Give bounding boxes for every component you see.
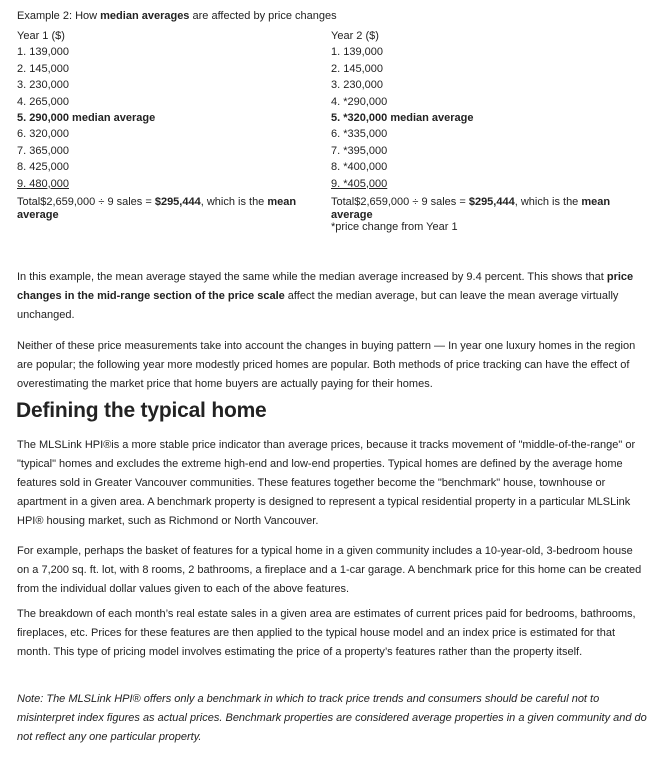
year2-row: 1. 139,000: [331, 46, 383, 59]
year2-total-value: $295,444: [468, 196, 515, 209]
year1-row-last: 9. 480,000: [17, 177, 69, 190]
year1-row: 7. 365,000: [17, 144, 69, 157]
year2-total-mid: , which is the: [514, 196, 582, 209]
year1-row: 3. 230,000: [17, 79, 69, 92]
year1-row: 4. 265,000: [17, 95, 69, 108]
paragraph-mean-median: [17, 268, 647, 325]
para1-bold-text: price changes in the mid-range section of the price scale: [17, 271, 634, 302]
year1-row: 6. 320,000: [17, 128, 69, 141]
year2-row: 2. 145,000: [331, 62, 383, 75]
year2-row-median: 5. *320,000 median average: [331, 112, 474, 125]
caption-bold-text: median averages: [100, 10, 190, 22]
year2-row: 4. *290,000: [331, 95, 388, 108]
year2-total-text: Total$2,659,000 ÷ 9 sales =: [331, 196, 469, 209]
year2-total: [331, 196, 651, 221]
year2-row: 8. *400,000: [331, 161, 388, 174]
caption-text: Example 2: How: [17, 10, 101, 22]
year1-row: 1. 139,000: [17, 46, 69, 59]
para1-text: In this example, the mean average stayed the same while the median average increased by 9.4 percent. This shows that: [17, 271, 607, 283]
paragraph-note: Note: The MLSLink HPI® offers only a benchmark in which to track price trends and consumers should be careful not to misinterpret index figures as actual prices. Benchmark properties are considered average properties in a given community and do not reflect any one particular property.: [17, 693, 647, 743]
paragraph-buying-pattern: Neither of these price measurements take into account the changes in buying pattern — In year one luxury homes in the region are popular; the following year more modestly priced homes are popular. Both methods of price tracking can have the effect of overestimating the market price that home buyers are actually paying for their homes.: [17, 340, 636, 390]
example-caption: [17, 10, 337, 22]
year1-total-label: mean average: [17, 196, 297, 221]
year1-row: 2. 145,000: [17, 62, 69, 75]
year1-total-mid: , which is the: [200, 196, 268, 209]
caption-text-end: are affected by price changes: [189, 10, 337, 22]
year2-note: *price change from Year 1: [331, 221, 458, 234]
year2-row: 6. *335,000: [331, 128, 388, 141]
year1-total: [17, 196, 317, 221]
year2-row-last: 9. *405,000: [331, 177, 388, 190]
section-heading: Defining the typical home: [16, 399, 267, 422]
paragraph-example: For example, perhaps the basket of features for a typical home in a given community includes a 10-year-old, 3-bedroom house on a 7,200 sq. ft. lot, with 8 rooms, 2 bathrooms, a fireplace and a 1-car garage. A benchmark price for this home can be created from the individual dollar values given to each of the above features.: [17, 545, 642, 595]
year1-total-value: $295,444: [154, 196, 201, 209]
year1-header: Year 1 ($): [17, 30, 65, 42]
year2-total-label: mean average: [331, 196, 611, 221]
year1-column: [17, 28, 317, 221]
year1-row: 8. 425,000: [17, 161, 69, 174]
year2-row: 7. *395,000: [331, 144, 388, 157]
year2-row: 3. 230,000: [331, 79, 383, 92]
year1-row-median: 5. 290,000 median average: [17, 112, 156, 125]
year2-column: [331, 28, 651, 234]
paragraph-breakdown: The breakdown of each month’s real estate sales in a given area are estimates of current prices paid for bedrooms, bathrooms, fireplaces, etc. Prices for these features are then applied to the typical house model and an index price is estimated for that month. This type of pricing model involves estimating the price of a property’s features rather than the property itself.: [17, 608, 636, 658]
para1-text-end: affect the median average, but can leave the mean average virtually unchanged.: [17, 290, 619, 321]
paragraph-hpi: The MLSLink HPI®is a more stable price indicator than average prices, because it tracks movement of "middle-of-the-range" or "typical" homes and excludes the extreme high-end and low-end properties. Typical homes are defined by the average home features sold in Greater Vancouver communities. These features together become the "benchmark" house, townhouse or apartment in a given area. A benchmark property is designed to represent a typical residential property in a particular MLSLink HPI® housing market, such as Richmond or North Vancouver.: [17, 439, 636, 527]
year2-header: Year 2 ($): [331, 30, 379, 42]
year1-total-text: Total$2,659,000 ÷ 9 sales =: [17, 196, 155, 209]
